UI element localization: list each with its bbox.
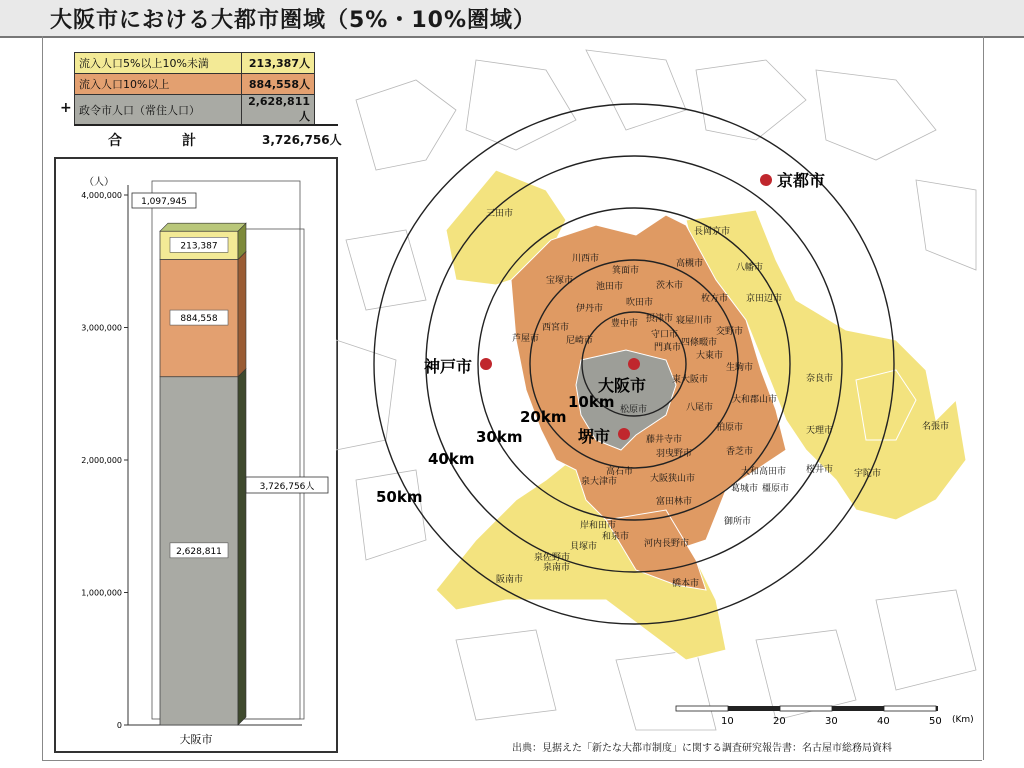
bar-segment-side [238, 251, 246, 376]
legend-row-city [75, 95, 315, 125]
y-tick-label: 4,000,000 [81, 191, 122, 200]
municipality-label: 大和高田市 [741, 467, 787, 477]
y-tick-label: 0 [116, 721, 122, 730]
map-area [336, 40, 980, 740]
scale-tick-50: 50 [929, 716, 942, 727]
scale-bar-seg [884, 706, 936, 711]
municipality-label: 松原市 [620, 405, 648, 415]
sakai-label: 堺市 [578, 427, 611, 446]
municipality-label: 大東市 [696, 351, 724, 361]
municipality-label: 八幡市 [736, 263, 764, 273]
legend-value: 884,558人 [242, 74, 315, 95]
ring-label-10km: 10km [568, 393, 615, 411]
legend-label: 流入人口10%以上 [75, 74, 242, 95]
municipality-label: 天理市 [806, 426, 834, 436]
municipality-label: 御所市 [724, 517, 752, 527]
municipality-label: 大和郡山市 [732, 395, 778, 405]
municipality-label: 長岡京市 [694, 227, 731, 237]
total-label: 合計 [108, 133, 256, 149]
municipality-label: 宝塚市 [546, 276, 574, 286]
municipality-label: 奈良市 [806, 374, 834, 384]
scale-tick-30: 30 [825, 716, 838, 727]
y-axis-unit: （人） [84, 177, 114, 188]
municipality-label: 池田市 [596, 282, 624, 292]
municipality-label: 吹田市 [626, 298, 654, 308]
y-tick-label: 3,000,000 [81, 323, 122, 333]
bar-top-face [160, 223, 246, 231]
municipality-label: 東大阪市 [672, 375, 709, 385]
map-svg [336, 40, 980, 740]
municipality-label: 生駒市 [726, 363, 754, 373]
municipality-label: 寝屋川市 [676, 316, 713, 326]
bar-data-label: 2,628,811 [176, 546, 222, 557]
legend-label: 政令市人口（常住人口） [75, 95, 242, 125]
municipality-label: 橋本市 [672, 579, 700, 589]
municipality-label: 葛城市 [731, 484, 759, 494]
bar-data-label: 213,387 [180, 241, 218, 252]
sakai-marker [618, 428, 630, 440]
municipality-label: 高石市 [606, 467, 634, 477]
total-divider [74, 124, 338, 126]
x-category-label: 大阪市 [179, 733, 213, 746]
title-bar [0, 0, 1024, 38]
y-tick-label: 2,000,000 [81, 456, 122, 465]
municipality-label: 伊丹市 [576, 304, 604, 314]
municipality-label: 八尾市 [686, 403, 714, 413]
municipality-label: 藤井寺市 [646, 435, 683, 445]
municipality-label: 大阪狭山市 [650, 474, 696, 484]
municipality-label: 交野市 [716, 327, 744, 337]
bar-chart-svg [56, 159, 336, 751]
municipality-label: 京田辺市 [746, 294, 783, 304]
scale-tick-10: 10 [721, 716, 734, 727]
municipality-label: 河内長野市 [644, 539, 690, 549]
kobe-label: 神戸市 [424, 357, 473, 376]
page-title: 大阪市における大都市圏域（5%・10%圏域） [50, 8, 537, 33]
bar-chart [54, 157, 338, 753]
municipality-label: 摂津市 [646, 314, 674, 324]
legend-row-5-10 [75, 53, 315, 74]
municipality-label: 川西市 [572, 254, 600, 264]
municipality-label: 箕面市 [612, 266, 640, 276]
municipality-label: 芦屋市 [512, 334, 540, 344]
ring-label-50km: 50km [376, 488, 423, 506]
municipality-label: 貝塚市 [570, 542, 598, 552]
bar-data-label: 884,558 [180, 314, 218, 325]
plus-sign: + [60, 100, 72, 116]
legend-label: 流入人口5%以上10%未満 [75, 53, 242, 74]
subtotal-label: 1,097,945 [141, 197, 187, 207]
municipality-label: 高槻市 [676, 259, 704, 269]
municipality-label: 香芝市 [726, 447, 754, 457]
bottom-rule [42, 760, 982, 761]
scale-unit: (Km) [952, 715, 974, 725]
municipality-label: 桜井市 [806, 465, 834, 475]
municipality-label: 豊中市 [611, 319, 639, 329]
municipality-label: 西宮市 [542, 323, 570, 333]
municipality-label: 岸和田市 [580, 521, 617, 531]
municipality-label: 名張市 [922, 422, 950, 432]
municipality-label: 四條畷市 [681, 338, 718, 348]
y-tick-label: 1,000,000 [81, 588, 122, 598]
municipality-label: 阪南市 [496, 575, 524, 585]
osaka-marker [628, 358, 640, 370]
municipality-label: 守口市 [651, 330, 679, 340]
kyoto-label: 京都市 [777, 171, 826, 190]
kobe-marker [480, 358, 492, 370]
municipality-label: 泉佐野市 [534, 553, 571, 563]
municipality-label: 茨木市 [656, 281, 684, 291]
municipality-label: 泉大津市 [581, 477, 618, 487]
ring-label-40km: 40km [428, 450, 475, 468]
municipality-label: 門真市 [654, 343, 682, 353]
scale-tick-20: 20 [773, 716, 786, 727]
legend-row-10-plus [75, 74, 315, 95]
bar-segment-side [238, 369, 246, 725]
scale-bar [676, 706, 974, 727]
osaka-label: 大阪市 [598, 376, 647, 395]
scale-bar-seg [780, 706, 832, 711]
total-value: 3,726,756人 [262, 133, 342, 147]
source-credit: 出典：見据えた「新たな大都市制度」に関する調査研究報告書：名古屋市総務局資料 [512, 743, 892, 754]
municipality-label: 富田林市 [656, 497, 693, 507]
legend-value: 213,387人 [242, 53, 315, 74]
total-annotation: 3,726,756人 [259, 482, 315, 492]
ring-label-20km: 20km [520, 408, 567, 426]
legend-table [74, 52, 315, 125]
municipality-label: 和泉市 [602, 532, 630, 542]
municipality-label: 尼崎市 [566, 336, 594, 346]
municipality-label: 泉南市 [543, 563, 571, 573]
legend-value: 2,628,811人 [242, 95, 315, 125]
kyoto-marker [760, 174, 772, 186]
municipality-label: 宇陀市 [854, 469, 882, 479]
municipality-label: 三田市 [486, 209, 514, 219]
municipality-label: 羽曳野市 [656, 449, 693, 459]
scale-tick-40: 40 [877, 716, 890, 727]
municipality-label: 枚方市 [701, 294, 729, 304]
ring-label-30km: 30km [476, 428, 523, 446]
scale-bar-seg [676, 706, 728, 711]
municipality-label: 柏原市 [716, 423, 744, 433]
municipality-label: 橿原市 [762, 484, 790, 494]
